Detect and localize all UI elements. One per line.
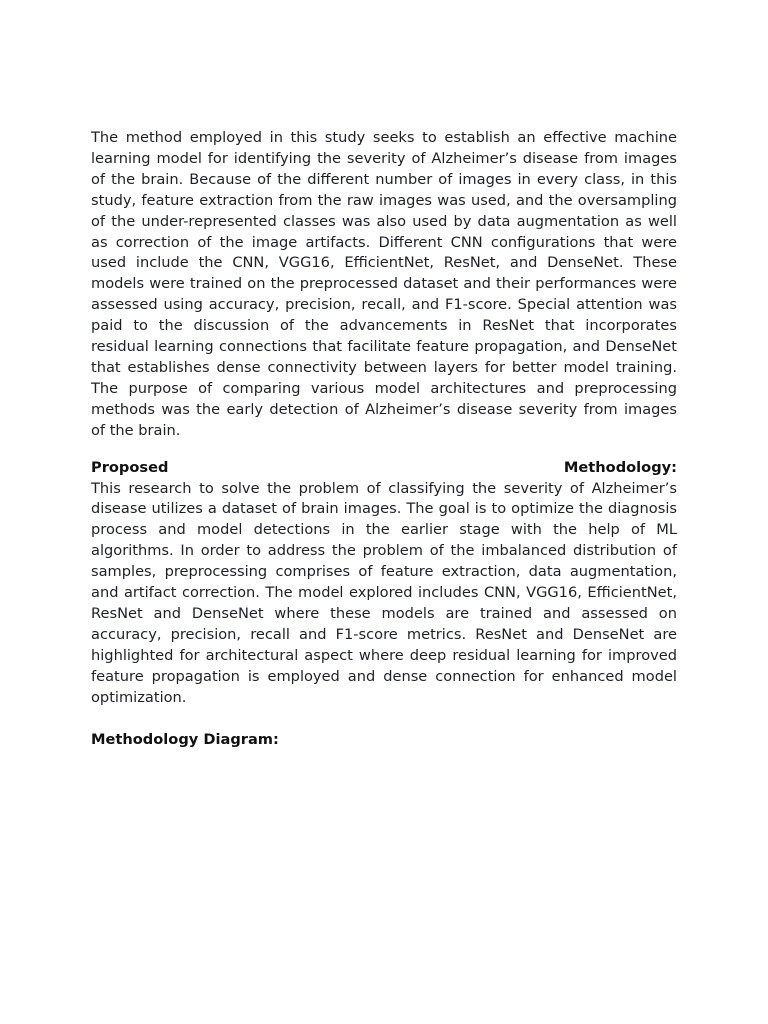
proposed-paragraph: This research to solve the problem of classifying the severity of Alzheimer’s disease utilizes a dataset of brain images. The goal is to optimize the diagnosis process and model detections in the earlier stage with the help of ML algorithms. In order to address the problem of the imbalanced distribution of samples, preprocessing comprises of feature extraction, data augmentation, and artifact correction. The model explored includes CNN, VGG16, EfficientNet, ResNet and DenseNet where these models are trained and assessed on accuracy, precision, recall and F1-score metrics. ResNet and DenseNet are highlighted for architectural aspect where deep residual learning for improved feature propagation is employed and dense connection for enhanced model optimization. bbox=[91, 479, 677, 706]
proposed-heading-right: Methodology: bbox=[563, 458, 677, 476]
proposed-methodology-heading bbox=[91, 458, 677, 479]
methodology-diagram-heading: Methodology Diagram: bbox=[91, 731, 279, 749]
intro-paragraph: The method employed in this study seeks to establish an effective machine learning model for identifying the severity of Alzheimer’s disease from images of the brain. Because of the different number of images in every class, in this study, feature extraction from the raw images was used, and the oversampling of the under-represented classes was also used by data augmentation as well as correction of the image artifacts. Different CNN configurations that were used include the CNN, VGG16, EfficientNet, ResNet, and DenseNet. These models were trained on the preprocessed dataset and their performances were assessed using accuracy, precision, recall, and F1-score. Special attention was paid to the discussion of the advancements in ResNet that incorporates residual learning connections that facilitate feature propagation, and DenseNet that establishes dense connectivity between layers for better model training. The purpose of comparing various model architectures and preprocessing methods was the early detection of Alzheimer’s disease severity from images of the brain. bbox=[91, 129, 677, 439]
document-body bbox=[91, 128, 677, 751]
proposed-heading-left: Proposed bbox=[91, 458, 169, 476]
